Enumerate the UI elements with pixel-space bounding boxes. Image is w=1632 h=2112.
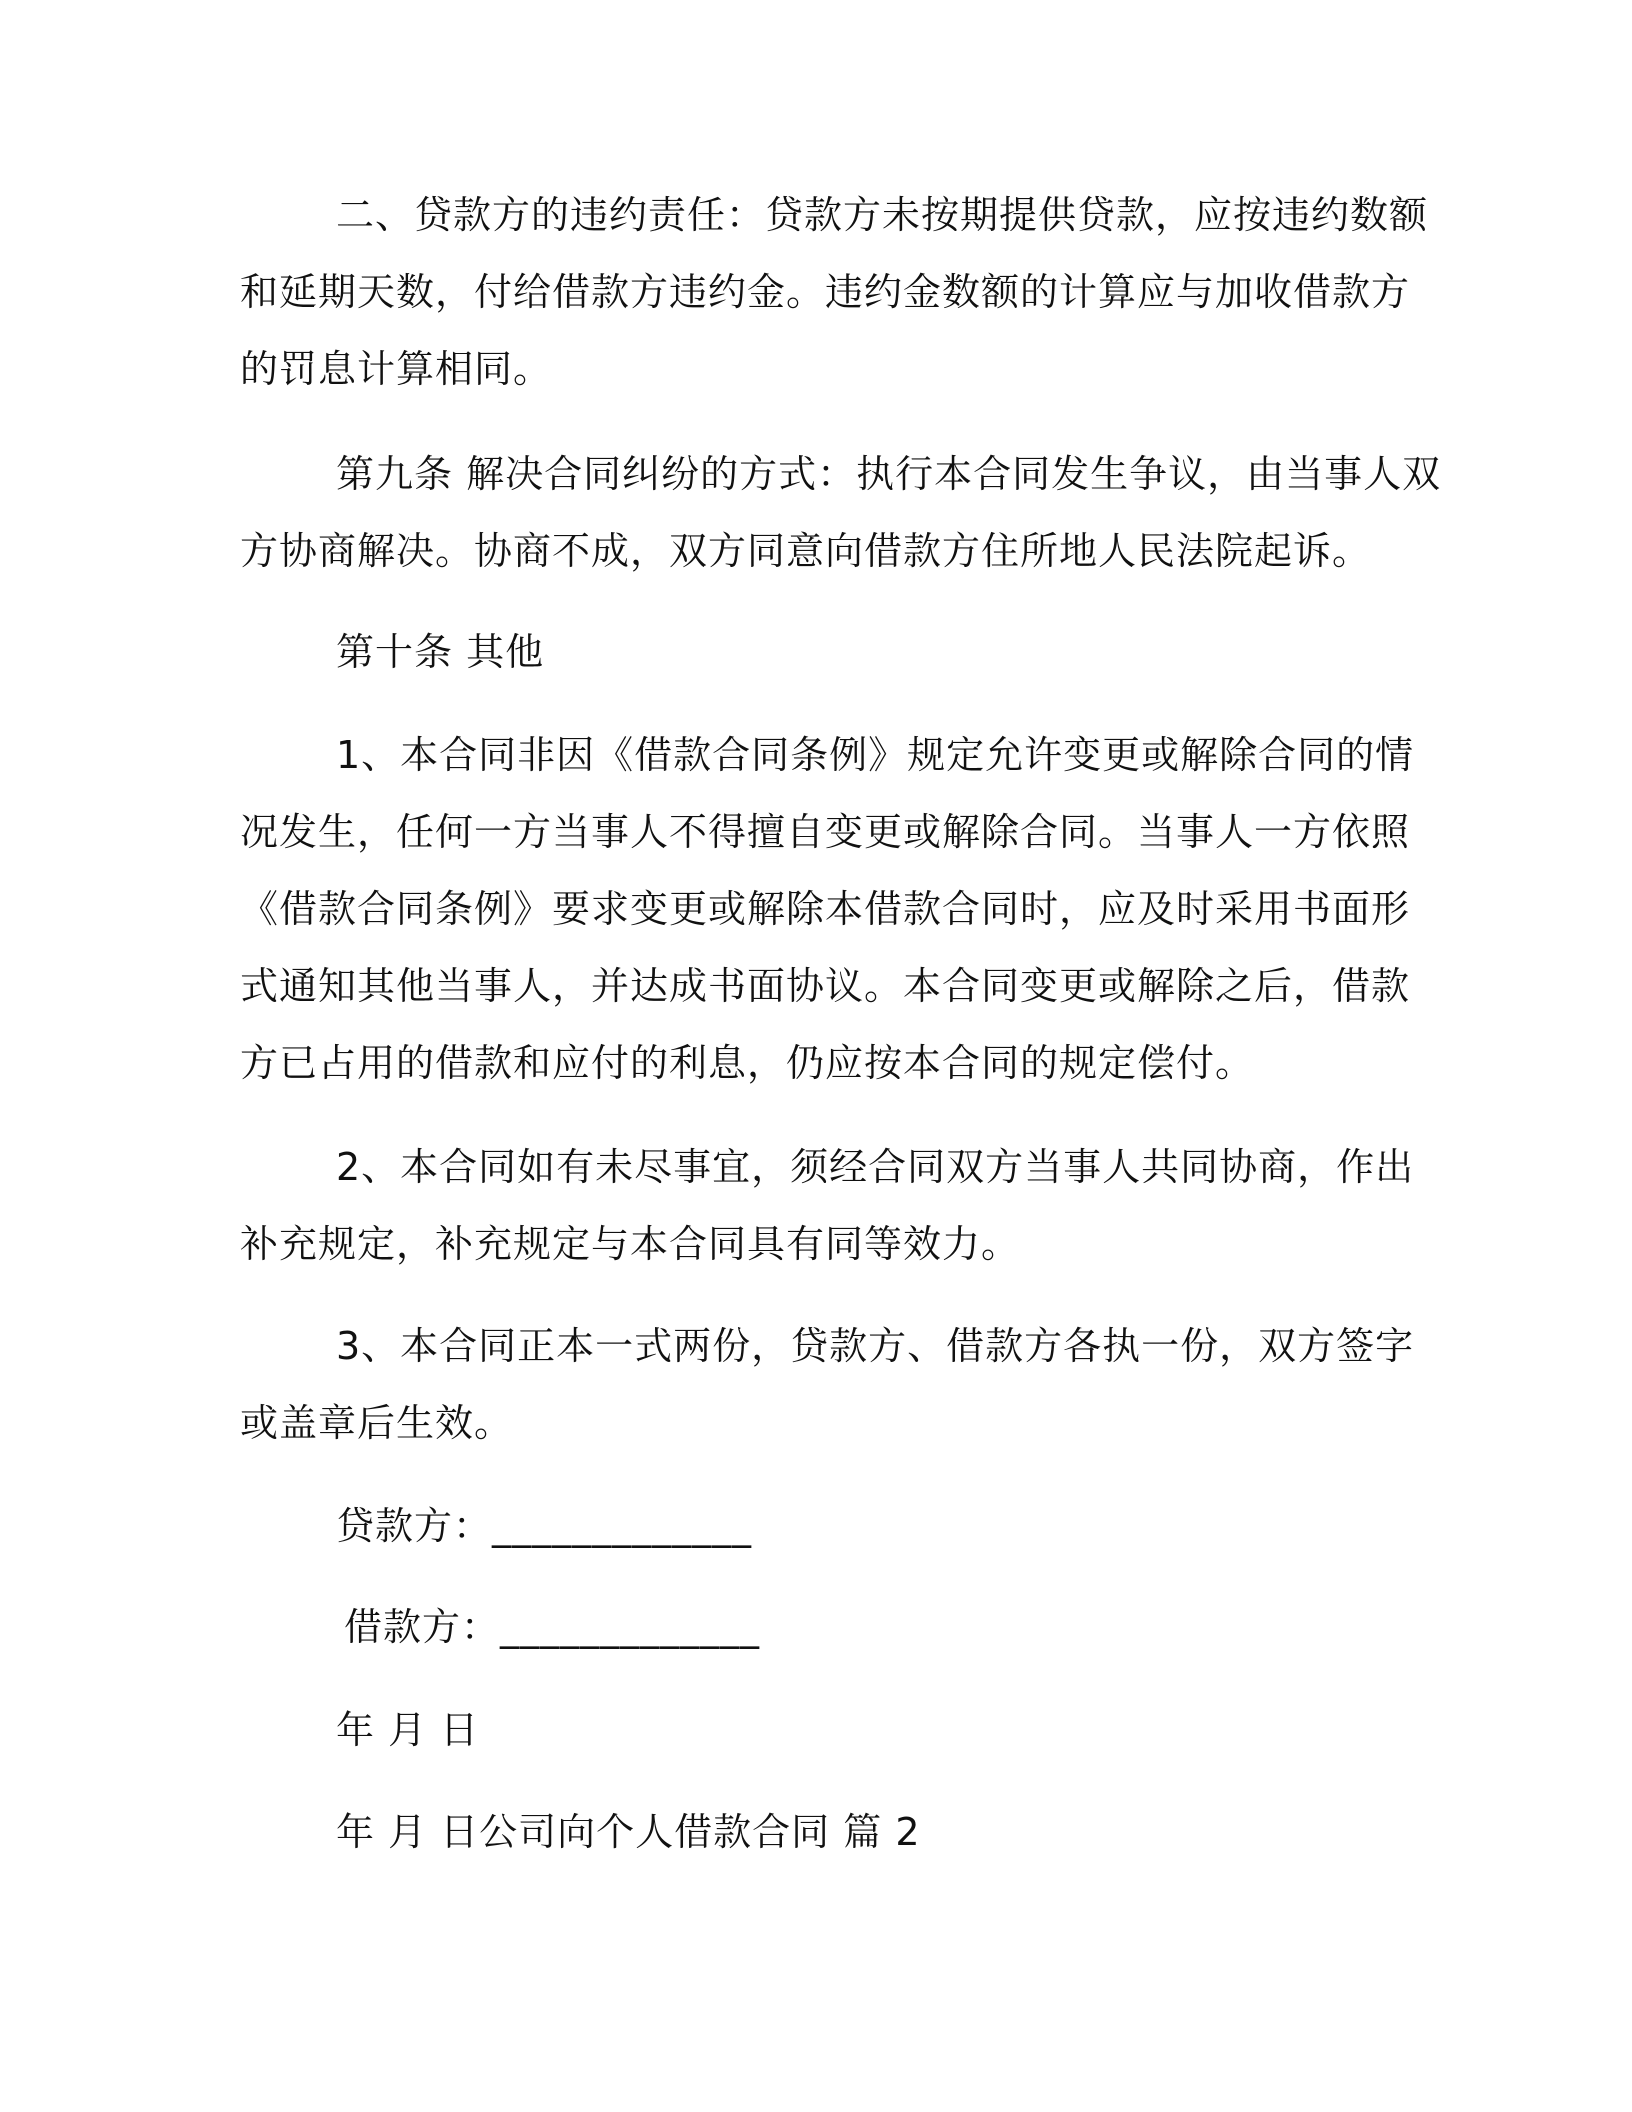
paragraph-line: 况发生，任何一方当事人不得擅自变更或解除合同。当事人一方依照	[240, 810, 1411, 854]
paragraph-line: 第九条 解决合同纠纷的方式：执行本合同发生争议，由当事人双	[336, 452, 1442, 496]
paragraph-line: 式通知其他当事人，并达成书面协议。本合同变更或解除之后，借款	[240, 964, 1411, 1008]
paragraph-line: 《借款合同条例》要求变更或解除本借款合同时，应及时采用书面形	[240, 887, 1411, 931]
paragraph-line: 方已占用的借款和应付的利息，仍应按本合同的规定偿付。	[240, 1041, 1255, 1085]
paragraph-line: 二、贷款方的违约责任：贷款方未按期提供贷款，应按违约数额	[336, 193, 1429, 237]
paragraph-line: 的罚息计算相同。	[240, 347, 553, 391]
lender-signature-line: 贷款方：_____________	[336, 1504, 753, 1548]
section-heading: 第十条 其他	[336, 630, 545, 674]
paragraph-line: 2、本合同如有未尽事宜，须经合同双方当事人共同协商，作出	[336, 1145, 1415, 1189]
paragraph-line: 1、本合同非因《借款合同条例》规定允许变更或解除合同的情	[336, 733, 1415, 777]
paragraph-line: 和延期天数，付给借款方违约金。违约金数额的计算应与加收借款方	[240, 270, 1411, 314]
paragraph-line: 3、本合同正本一式两份，贷款方、借款方各执一份，双方签字	[336, 1324, 1415, 1368]
borrower-signature-line: 借款方：_____________	[344, 1605, 761, 1649]
date-line: 年 月 日	[336, 1708, 480, 1752]
next-contract-title: 年 月 日公司向个人借款合同 篇 2	[336, 1810, 921, 1854]
paragraph-line: 方协商解决。协商不成，双方同意向借款方住所地人民法院起诉。	[240, 529, 1372, 573]
paragraph-line: 补充规定，补充规定与本合同具有同等效力。	[240, 1222, 1021, 1266]
paragraph-line: 或盖章后生效。	[240, 1401, 514, 1445]
